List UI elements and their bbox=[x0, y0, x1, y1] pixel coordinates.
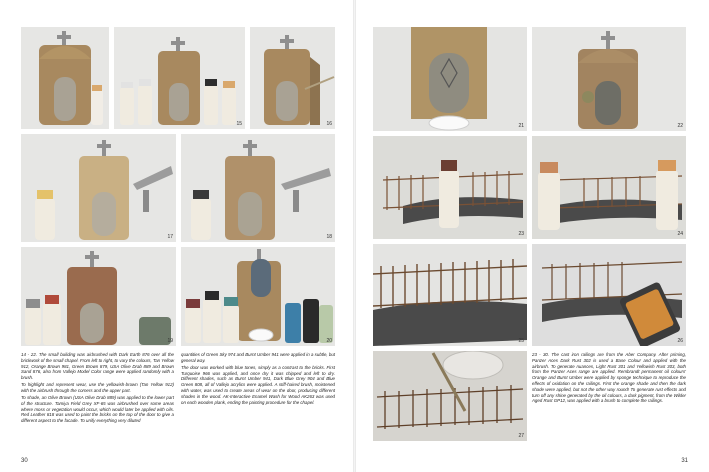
photo-22 bbox=[532, 27, 686, 131]
chapel-door-closeup-icon bbox=[373, 27, 527, 131]
caption-paragraph: 23 - 30. The cast iron railings are from the Aber Company. After priming, Panzer Aces Dark Rust 302 is used a Base Colour and applied with the airbrush. To generate nuances, Light Rust 301 and Yellowish Rust 303, both from the Panzer Aces range are applied. Rembrandt permanent oil colours' Orange and Burnt Umber were applied by sponge technique to reproduce the effects of oxidation on the railings. First the orange shade and then the dark shade were applied, but not the other way round! To generate rust effects and turn off any shine generated by the oil colours, a dark pigment, from the Wilder Aged Rust GP12, was applied with a brush to complete the railings. bbox=[532, 352, 686, 404]
chapel-airbrush-icon bbox=[21, 134, 176, 242]
photo-15 bbox=[114, 27, 245, 129]
photo-number: 25 bbox=[518, 338, 524, 344]
photo-19 bbox=[21, 247, 176, 346]
photo-25 bbox=[373, 244, 527, 346]
caption-paragraph: The door was worked with blue tones, simply as a contrast to the bricks. First Turquoise 966 was applied, and once dry it was chipped and left to dry. Different shades, such as Burnt Umber 941, Dark Blue Grey 904 and Blue Green 808, all of Vallejo acrylics were applied. A stiff-haired brush, moistened with water, was used to create areas of wear on the door, producing different shades in the wood. AK-Interactive Enamel Wash for Wood AK263 was used on each wooden plank, ending the painting procedure for the chapel. bbox=[181, 364, 335, 405]
chapel-paint-bottles-icon bbox=[21, 247, 176, 346]
photo-20 bbox=[181, 247, 335, 346]
chapel-paint-bottles-icon bbox=[181, 247, 335, 346]
caption-paragraph: quantities of Green Sky 974 and Burnt Umber 941 were applied in a subtle, but general way. bbox=[181, 352, 335, 363]
caption-left-column-2 bbox=[181, 352, 335, 407]
photo-26 bbox=[532, 244, 686, 346]
photo-14 bbox=[21, 27, 109, 129]
photo-number: 27 bbox=[518, 433, 524, 439]
photo-number: 26 bbox=[677, 338, 683, 344]
photo-number: 20 bbox=[326, 338, 332, 344]
chapel-paint-bottles-icon bbox=[21, 27, 109, 129]
photo-number: 21 bbox=[518, 123, 524, 129]
photo-24 bbox=[532, 136, 686, 239]
photo-16 bbox=[250, 27, 335, 129]
photo-23 bbox=[373, 136, 527, 239]
caption-paragraph: 14 - 22. The small building was airbrushed with Dark Earth 876 over all the brickwork of the small chapel. From left to right, to vary the colours, Tan Yellow 912, Orange Brown 981, Green Brown 879, USA Olive Drab 889 and Brown Sand 876, also from Vallejo Model Color range were applied randomly with a brush. bbox=[21, 352, 174, 381]
photo-number: 15 bbox=[236, 121, 242, 127]
page-number-left: 30 bbox=[21, 458, 28, 464]
chapel-brush-icon bbox=[250, 27, 335, 129]
photo-number: 19 bbox=[167, 338, 173, 344]
chapel-paint-bottles-icon bbox=[114, 27, 245, 129]
caption-paragraph: To highlight and represent wear, use the yellowish-brown (Tan Yellow 912) with the airbrush through the corners and the upper part. bbox=[21, 382, 174, 393]
photo-number: 23 bbox=[518, 231, 524, 237]
page-number-right: 31 bbox=[681, 458, 688, 464]
page-gutter bbox=[353, 0, 356, 472]
railings-brush-icon bbox=[373, 351, 527, 441]
photo-number: 24 bbox=[677, 231, 683, 237]
photo-18 bbox=[181, 134, 335, 242]
chapel-airbrush-icon bbox=[181, 134, 335, 242]
photo-17 bbox=[21, 134, 176, 242]
railings-bottle-icon bbox=[373, 136, 527, 239]
photo-number: 16 bbox=[326, 121, 332, 127]
caption-left-column-1 bbox=[21, 352, 174, 425]
chapel-finished-icon bbox=[532, 27, 686, 131]
caption-right-column bbox=[532, 352, 686, 405]
photo-21 bbox=[373, 27, 527, 131]
photo-number: 17 bbox=[167, 234, 173, 240]
caption-paragraph: To shade, an Olive Brown (USA Olive Drab 889) was applied to the lower part of the structure. Tamiya Field Grey XF-65 was airbrushed over some areas where moss or vegetation would occur, which would later be applied with oils. Red Leather 818 was used to paint the bricks on the top of the door to give a different aspect to the facade. To unify everything very diluted bbox=[21, 394, 174, 424]
railings-display-icon bbox=[373, 244, 527, 346]
photo-number: 18 bbox=[326, 234, 332, 240]
railings-bottles-icon bbox=[532, 136, 686, 239]
photo-27 bbox=[373, 351, 527, 441]
photo-number: 22 bbox=[677, 123, 683, 129]
railings-pigment-icon bbox=[532, 244, 686, 346]
